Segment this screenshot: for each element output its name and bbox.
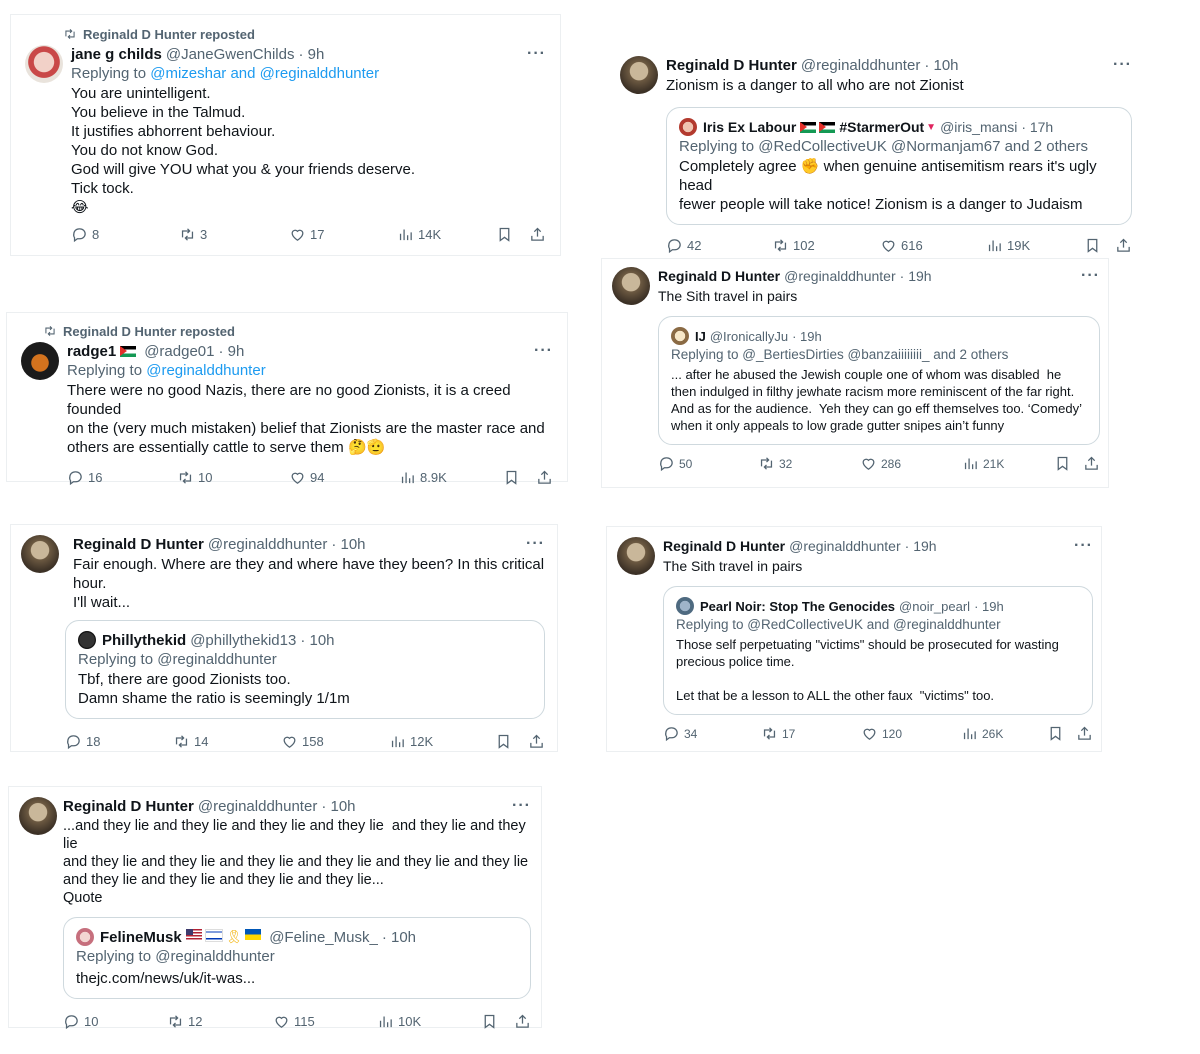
bookmark-icon xyxy=(495,733,512,750)
quote-author-name: FelineMusk xyxy=(100,928,182,946)
repost-button[interactable]: 17 xyxy=(761,725,861,742)
views-icon xyxy=(962,455,979,472)
bookmark-button[interactable] xyxy=(1084,237,1101,254)
red-triangle-icon: ▼ xyxy=(926,121,937,133)
repost-button[interactable]: 12 xyxy=(167,1013,273,1030)
raised-fist-icon: ✊ xyxy=(800,158,820,175)
quote-author-tag: #StarmerOut xyxy=(839,119,925,135)
author-handle[interactable]: @reginalddhunter xyxy=(800,56,921,74)
repost-icon xyxy=(63,27,77,41)
share-button[interactable] xyxy=(514,1013,531,1030)
timestamp[interactable]: · 10h xyxy=(331,535,366,553)
views-button[interactable]: 8.9K xyxy=(399,469,447,486)
views-icon xyxy=(397,226,414,243)
quote-time: · 19h xyxy=(974,598,1004,614)
retweet-icon xyxy=(179,226,196,243)
bookmark-icon xyxy=(1084,237,1101,254)
quoted-tweet[interactable] xyxy=(658,316,1100,445)
reply-icon xyxy=(65,733,82,750)
like-button[interactable]: 286 xyxy=(860,455,962,472)
flag-icons xyxy=(186,929,262,945)
more-options-icon[interactable]: ··· xyxy=(1113,56,1132,73)
bookmark-button[interactable] xyxy=(503,469,520,486)
tweet-text: The Sith travel in pairs xyxy=(658,288,798,304)
author-name[interactable]: Reginald D Hunter xyxy=(663,538,786,554)
quote-text: Tbf, there are good Zionists too. Damn shame the ratio is seemingly 1/1m xyxy=(78,671,350,707)
views-button[interactable]: 26K xyxy=(961,725,1003,742)
bookmark-button[interactable] xyxy=(495,733,512,750)
share-icon xyxy=(536,469,553,486)
quote-author-name: Iris Ex Labour xyxy=(703,119,797,135)
bookmark-icon xyxy=(1054,455,1071,472)
avatar[interactable] xyxy=(21,342,59,380)
like-icon xyxy=(281,733,298,750)
share-button[interactable] xyxy=(529,226,546,243)
reply-icon xyxy=(63,1013,80,1030)
reply-button[interactable]: 42 xyxy=(666,237,772,254)
yellow-ribbon-icon: 🎗 xyxy=(225,929,243,944)
timestamp[interactable]: · 9h xyxy=(298,45,325,63)
views-button[interactable]: 19K xyxy=(986,237,1030,254)
palestine-flag-icon xyxy=(120,346,136,357)
quote-text: Those self perpetuating "victims" should be prosecuted for wasting precious police time. Let that be a lesson to ALL the other faux "victims" too. xyxy=(676,637,1059,703)
more-options-icon[interactable]: ··· xyxy=(512,797,531,814)
author-handle[interactable]: @radge01 xyxy=(144,342,215,360)
avatar[interactable] xyxy=(620,56,658,94)
like-icon xyxy=(289,469,306,486)
share-icon xyxy=(1083,455,1100,472)
retweet-icon xyxy=(173,733,190,750)
tweet-reginald-sith-pearl[interactable] xyxy=(606,526,1102,752)
share-button[interactable] xyxy=(536,469,553,486)
avatar[interactable] xyxy=(21,535,59,573)
views-button[interactable]: 10K xyxy=(377,1013,421,1030)
tweet-radge1[interactable] xyxy=(6,312,568,485)
views-button[interactable]: 12K xyxy=(389,733,433,750)
views-icon xyxy=(961,725,978,742)
replying-to: Replying to @reginalddhunter xyxy=(67,362,266,379)
reply-icon xyxy=(658,455,675,472)
tweet-text: Fair enough. Where are they and where have they been? In this critical hour. I'll wait... xyxy=(73,556,545,611)
author-handle[interactable]: @reginalddhunter xyxy=(207,535,328,553)
quoted-tweet[interactable] xyxy=(65,620,545,719)
quote-handle: @Feline_Musk_ xyxy=(269,928,378,946)
views-button[interactable]: 14K xyxy=(397,226,441,243)
share-icon xyxy=(514,1013,531,1030)
quote-replying-to: Replying to @RedCollectiveUK @Normanjam67 and 2 others xyxy=(679,138,1088,155)
quote-avatar xyxy=(679,118,697,136)
timestamp[interactable]: · 9h xyxy=(218,342,245,360)
replying-to: Replying to @mizeshar and @reginalddhunter xyxy=(71,65,380,82)
bookmark-icon xyxy=(481,1013,498,1030)
tweet-text: There were no good Nazis, there are no good Zionists, it is a creed founded on the (very much mistaken) belief that Zionists are the master race and others are essentially cattle to serve them 🤔🫡 xyxy=(67,382,545,456)
share-button[interactable] xyxy=(1076,725,1093,742)
avatar[interactable] xyxy=(19,797,57,835)
repost-button[interactable]: 14 xyxy=(173,733,281,750)
quoted-tweet[interactable] xyxy=(63,917,531,999)
quote-avatar xyxy=(76,928,94,946)
palestine-flag-icon xyxy=(800,122,816,133)
bookmark-icon xyxy=(496,226,513,243)
quote-avatar xyxy=(671,327,689,345)
palestine-flag-icon xyxy=(819,122,835,133)
like-button[interactable]: 616 xyxy=(880,237,986,254)
author-handle[interactable]: @JaneGwenChilds xyxy=(165,45,295,63)
bookmark-icon xyxy=(1047,725,1064,742)
tweet-reginald-they-lie[interactable] xyxy=(8,786,542,1028)
timestamp[interactable]: · 19h xyxy=(904,538,937,554)
reply-icon xyxy=(71,226,88,243)
author-name[interactable]: Reginald D Hunter xyxy=(658,268,781,284)
quote-time: · 10h xyxy=(300,631,335,649)
timestamp[interactable]: · 19h xyxy=(899,268,932,284)
tweet-text: You are unintelligent. You believe in the Talmud. It justifies abhorrent behaviour. You do not know God. God will give YOU what you & your friends deserve. Tick tock. xyxy=(71,85,416,197)
reply-button[interactable]: 16 xyxy=(67,469,177,486)
quote-text: thejc.com/news/uk/it-was... xyxy=(76,970,256,987)
tweet-reginald-fair-enough[interactable] xyxy=(10,524,558,752)
more-options-icon[interactable]: ··· xyxy=(527,45,546,62)
repost-icon xyxy=(43,324,57,338)
avatar[interactable] xyxy=(617,537,655,575)
share-button[interactable] xyxy=(1115,237,1132,254)
repost-indicator: Reginald D Hunter reposted xyxy=(25,25,546,43)
reply-icon xyxy=(666,237,683,254)
reply-button[interactable]: 34 xyxy=(663,725,761,742)
reply-icon xyxy=(67,469,84,486)
reply-button[interactable]: 10 xyxy=(63,1013,167,1030)
tweet-emoji: 😂 xyxy=(71,199,89,216)
quote-time: · 17h xyxy=(1021,119,1054,135)
tweet-text: Zionism is a danger to all who are not Zionist xyxy=(666,77,964,94)
author-name[interactable]: Reginald D Hunter xyxy=(666,56,797,74)
like-button[interactable]: 120 xyxy=(861,725,961,742)
author-name[interactable]: jane g childs xyxy=(71,45,162,63)
like-button[interactable]: 115 xyxy=(273,1013,377,1030)
share-icon xyxy=(1115,237,1132,254)
views-button[interactable]: 21K xyxy=(962,455,1004,472)
bookmark-button[interactable] xyxy=(1047,725,1064,742)
retweet-icon xyxy=(761,725,778,742)
avatar[interactable] xyxy=(25,45,63,83)
repost-button[interactable]: 102 xyxy=(772,237,880,254)
more-options-icon[interactable]: ··· xyxy=(1081,267,1100,284)
quoted-tweet[interactable] xyxy=(663,586,1093,715)
quote-text: Completely agree ✊ when genuine antisemitism rears it's ugly head fewer people will take notice! Zionism is a danger to Judaism xyxy=(679,158,1097,213)
tweet-reginald-sith-ij[interactable] xyxy=(601,258,1109,488)
share-button[interactable] xyxy=(1083,455,1100,472)
reply-button[interactable]: 18 xyxy=(65,733,173,750)
like-button[interactable]: 94 xyxy=(289,469,399,486)
quote-avatar xyxy=(78,631,96,649)
author-name[interactable]: Reginald D Hunter xyxy=(73,535,204,553)
quote-replying-to: Replying to @RedCollectiveUK and @reginalddhunter xyxy=(676,617,1001,632)
author-handle[interactable]: @reginalddhunter xyxy=(784,268,896,284)
avatar[interactable] xyxy=(612,267,650,305)
replying-to-link[interactable]: @mizeshar and @reginalddhunter xyxy=(150,65,380,82)
quote-handle: @iris_mansi xyxy=(940,119,1018,135)
bookmark-button[interactable] xyxy=(481,1013,498,1030)
timestamp[interactable]: · 10h xyxy=(924,56,959,74)
more-options-icon[interactable]: ··· xyxy=(1074,537,1093,554)
like-button[interactable]: 158 xyxy=(281,733,389,750)
quote-handle: @noir_pearl xyxy=(899,598,971,614)
quote-handle: @phillythekid13 xyxy=(190,631,297,649)
us-flag-icon xyxy=(186,929,202,940)
like-icon xyxy=(861,725,878,742)
reply-button[interactable]: 50 xyxy=(658,455,758,472)
views-icon xyxy=(399,469,416,486)
quote-time: · 10h xyxy=(381,928,417,946)
israel-flag-icon xyxy=(205,929,223,942)
repost-button[interactable]: 10 xyxy=(177,469,289,486)
tweet-text: The Sith travel in pairs xyxy=(663,558,803,574)
bookmark-button[interactable] xyxy=(1054,455,1071,472)
quote-replying-to: Replying to @reginalddhunter xyxy=(76,948,275,965)
thinking-salute-emoji-icon: 🤔🫡 xyxy=(347,439,386,456)
author-handle[interactable]: @reginalddhunter xyxy=(197,797,318,815)
bookmark-icon xyxy=(503,469,520,486)
timestamp[interactable]: · 10h xyxy=(321,797,356,815)
like-icon xyxy=(273,1013,290,1030)
quoted-tweet[interactable] xyxy=(666,107,1132,225)
like-icon xyxy=(880,237,897,254)
reply-button[interactable]: 8 xyxy=(71,226,179,243)
tweet-jane-childs[interactable] xyxy=(10,14,561,256)
more-options-icon[interactable]: ··· xyxy=(534,342,553,359)
repost-button[interactable]: 3 xyxy=(179,226,289,243)
quote-time: · 19h xyxy=(792,328,822,344)
share-icon xyxy=(1076,725,1093,742)
like-icon xyxy=(289,226,306,243)
share-icon xyxy=(528,733,545,750)
tweet-text: ...and they lie and they lie and they lie and they lie and they lie and they lie and they lie and they lie and they lie and they lie and they lie and they lie and they lie and they lie and they lie and they lie... Quote xyxy=(63,818,529,906)
like-icon xyxy=(860,455,877,472)
quote-replying-to: Replying to @_BertiesDirties @banzaiiiiiiii_ and 2 others xyxy=(671,347,1009,362)
views-icon xyxy=(986,237,1003,254)
tweet-reginald-zionism[interactable] xyxy=(606,44,1146,256)
quote-author-name: IJ xyxy=(695,328,706,344)
quote-author-name: Phillythekid xyxy=(102,631,187,649)
bookmark-button[interactable] xyxy=(496,226,513,243)
quote-avatar xyxy=(676,597,694,615)
share-button[interactable] xyxy=(528,733,545,750)
views-icon xyxy=(389,733,406,750)
quote-text: ... after he abused the Jewish couple one of whom was disabled he then indulged in filthy jewhate racism more reminiscent of the far right. And as for the audience. Yeh they can go eff themselves too. ‘Comedy’ when it only appeals to low grade gutter snipes ain’t funny xyxy=(671,367,1082,433)
more-options-icon[interactable]: ··· xyxy=(526,535,545,552)
palestine-flag-icon-wrap xyxy=(120,346,136,357)
retweet-icon xyxy=(177,469,194,486)
palestine-flag-icons xyxy=(800,122,835,133)
quote-replying-to: Replying to @reginalddhunter xyxy=(78,651,277,668)
author-name[interactable]: radge1 xyxy=(67,342,117,360)
like-button[interactable]: 17 xyxy=(289,226,397,243)
ukraine-flag-icon xyxy=(245,929,261,940)
repost-indicator: Reginald D Hunter reposted xyxy=(21,322,553,340)
replying-to-link[interactable]: @reginalddhunter xyxy=(146,362,266,379)
retweet-icon xyxy=(772,237,789,254)
share-icon xyxy=(529,226,546,243)
retweet-icon xyxy=(167,1013,184,1030)
author-handle[interactable]: @reginalddhunter xyxy=(789,538,901,554)
reply-icon xyxy=(663,725,680,742)
quote-author-name: Pearl Noir: Stop The Genocides xyxy=(700,598,896,614)
views-icon xyxy=(377,1013,394,1030)
author-name[interactable]: Reginald D Hunter xyxy=(63,797,194,815)
retweet-icon xyxy=(758,455,775,472)
repost-button[interactable]: 32 xyxy=(758,455,860,472)
quote-handle: @IronicallyJu xyxy=(709,328,789,344)
